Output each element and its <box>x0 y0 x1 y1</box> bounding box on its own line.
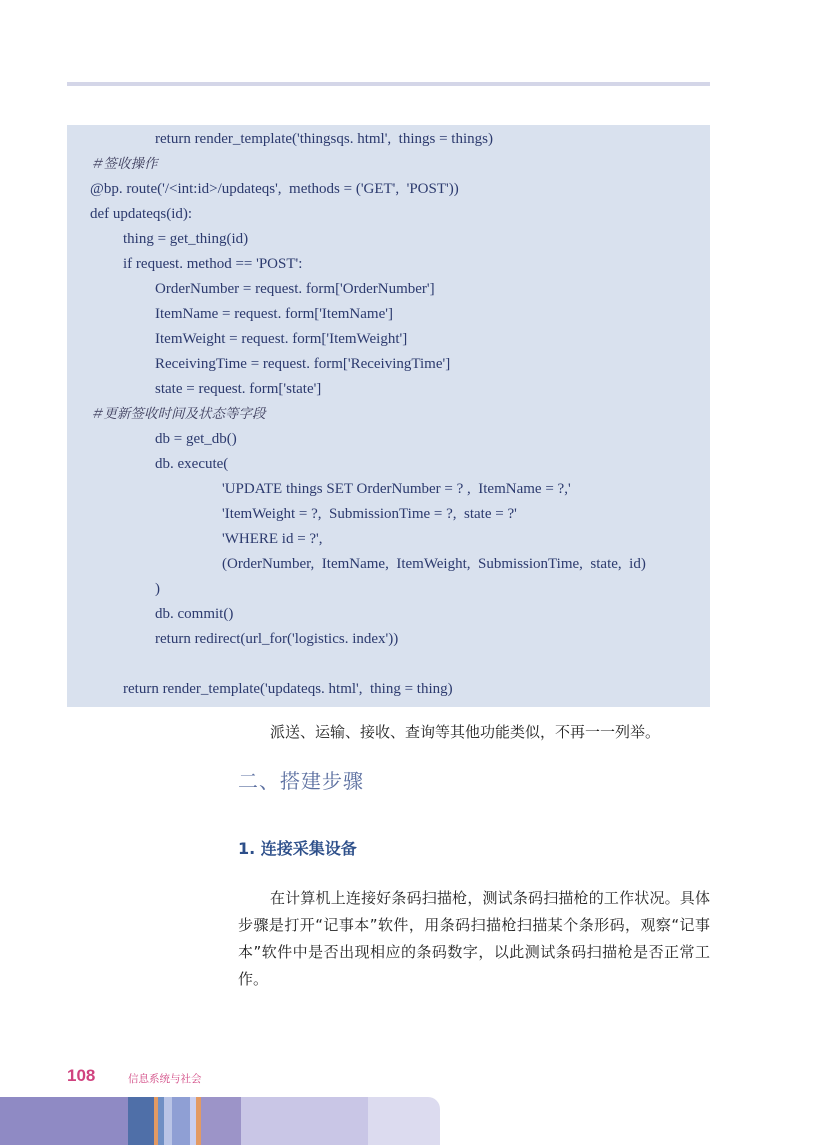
footer-stripe <box>201 1097 241 1145</box>
code-comment: ＃签收操作 <box>90 156 158 172</box>
footer-stripe <box>241 1097 368 1145</box>
code-line: 'WHERE id = ?', <box>222 531 323 547</box>
code-line: if request. method == 'POST': <box>123 256 303 272</box>
code-line: return render_template('updateqs. html', thing = thing) <box>123 681 453 697</box>
footer-stripe <box>164 1097 172 1145</box>
code-line: ) <box>155 581 160 597</box>
intro-text: 派送、运输、接收、查询等其他功能类似，不再一一列举。 <box>270 723 661 741</box>
code-line: thing = get_thing(id) <box>123 231 249 247</box>
section-title: 二、搭建步骤 <box>238 769 364 793</box>
footer-decoration <box>0 1097 440 1145</box>
header-rule <box>67 82 710 86</box>
code-line: return redirect(url_for('logistics. index')) <box>155 631 399 647</box>
subsection-title: 1. 连接采集设备 <box>238 839 357 858</box>
code-line: db. commit() <box>155 606 234 622</box>
code-line: @bp. route('/<int:id>/updateqs', methods = ('GET', 'POST')) <box>90 181 459 197</box>
code-line: (OrderNumber, ItemName, ItemWeight, SubmissionTime, state, id) <box>222 556 646 572</box>
footer-stripe <box>172 1097 190 1145</box>
code-comment: ＃更新签收时间及状态等字段 <box>90 406 266 422</box>
footer-stripe <box>0 1097 128 1145</box>
code-block <box>67 125 710 707</box>
code-line: OrderNumber = request. form['OrderNumber'] <box>155 281 435 297</box>
code-line: db. execute( <box>155 456 229 472</box>
code-line: ReceivingTime = request. form['ReceivingTime'] <box>155 356 451 372</box>
code-line: 'UPDATE things SET OrderNumber = ? , ItemName = ?,' <box>222 481 571 497</box>
code-line: return render_template('thingsqs. html', things = things) <box>155 131 493 147</box>
body-paragraph: 在计算机上连接好条码扫描枪，测试条码扫描枪的工作状况。具体步骤是打开“记事本”软件，用条码扫描枪扫描某个条形码，观察“记事本”软件中是否出现相应的条码数字，以此测试条码扫描枪是否正常工作。 <box>238 889 710 988</box>
book-title: 信息系统与社会 <box>128 1073 202 1085</box>
code-line: db = get_db() <box>155 431 237 447</box>
page-number: 108 <box>67 1066 96 1085</box>
code-line: ItemWeight = request. form['ItemWeight'] <box>155 331 408 347</box>
footer-stripe <box>128 1097 154 1145</box>
code-line: 'ItemWeight = ?, SubmissionTime = ?, state = ?' <box>222 506 517 522</box>
code-line: def updateqs(id): <box>90 206 193 222</box>
code-line: ItemName = request. form['ItemName'] <box>155 306 393 322</box>
code-line: state = request. form['state'] <box>155 381 322 397</box>
